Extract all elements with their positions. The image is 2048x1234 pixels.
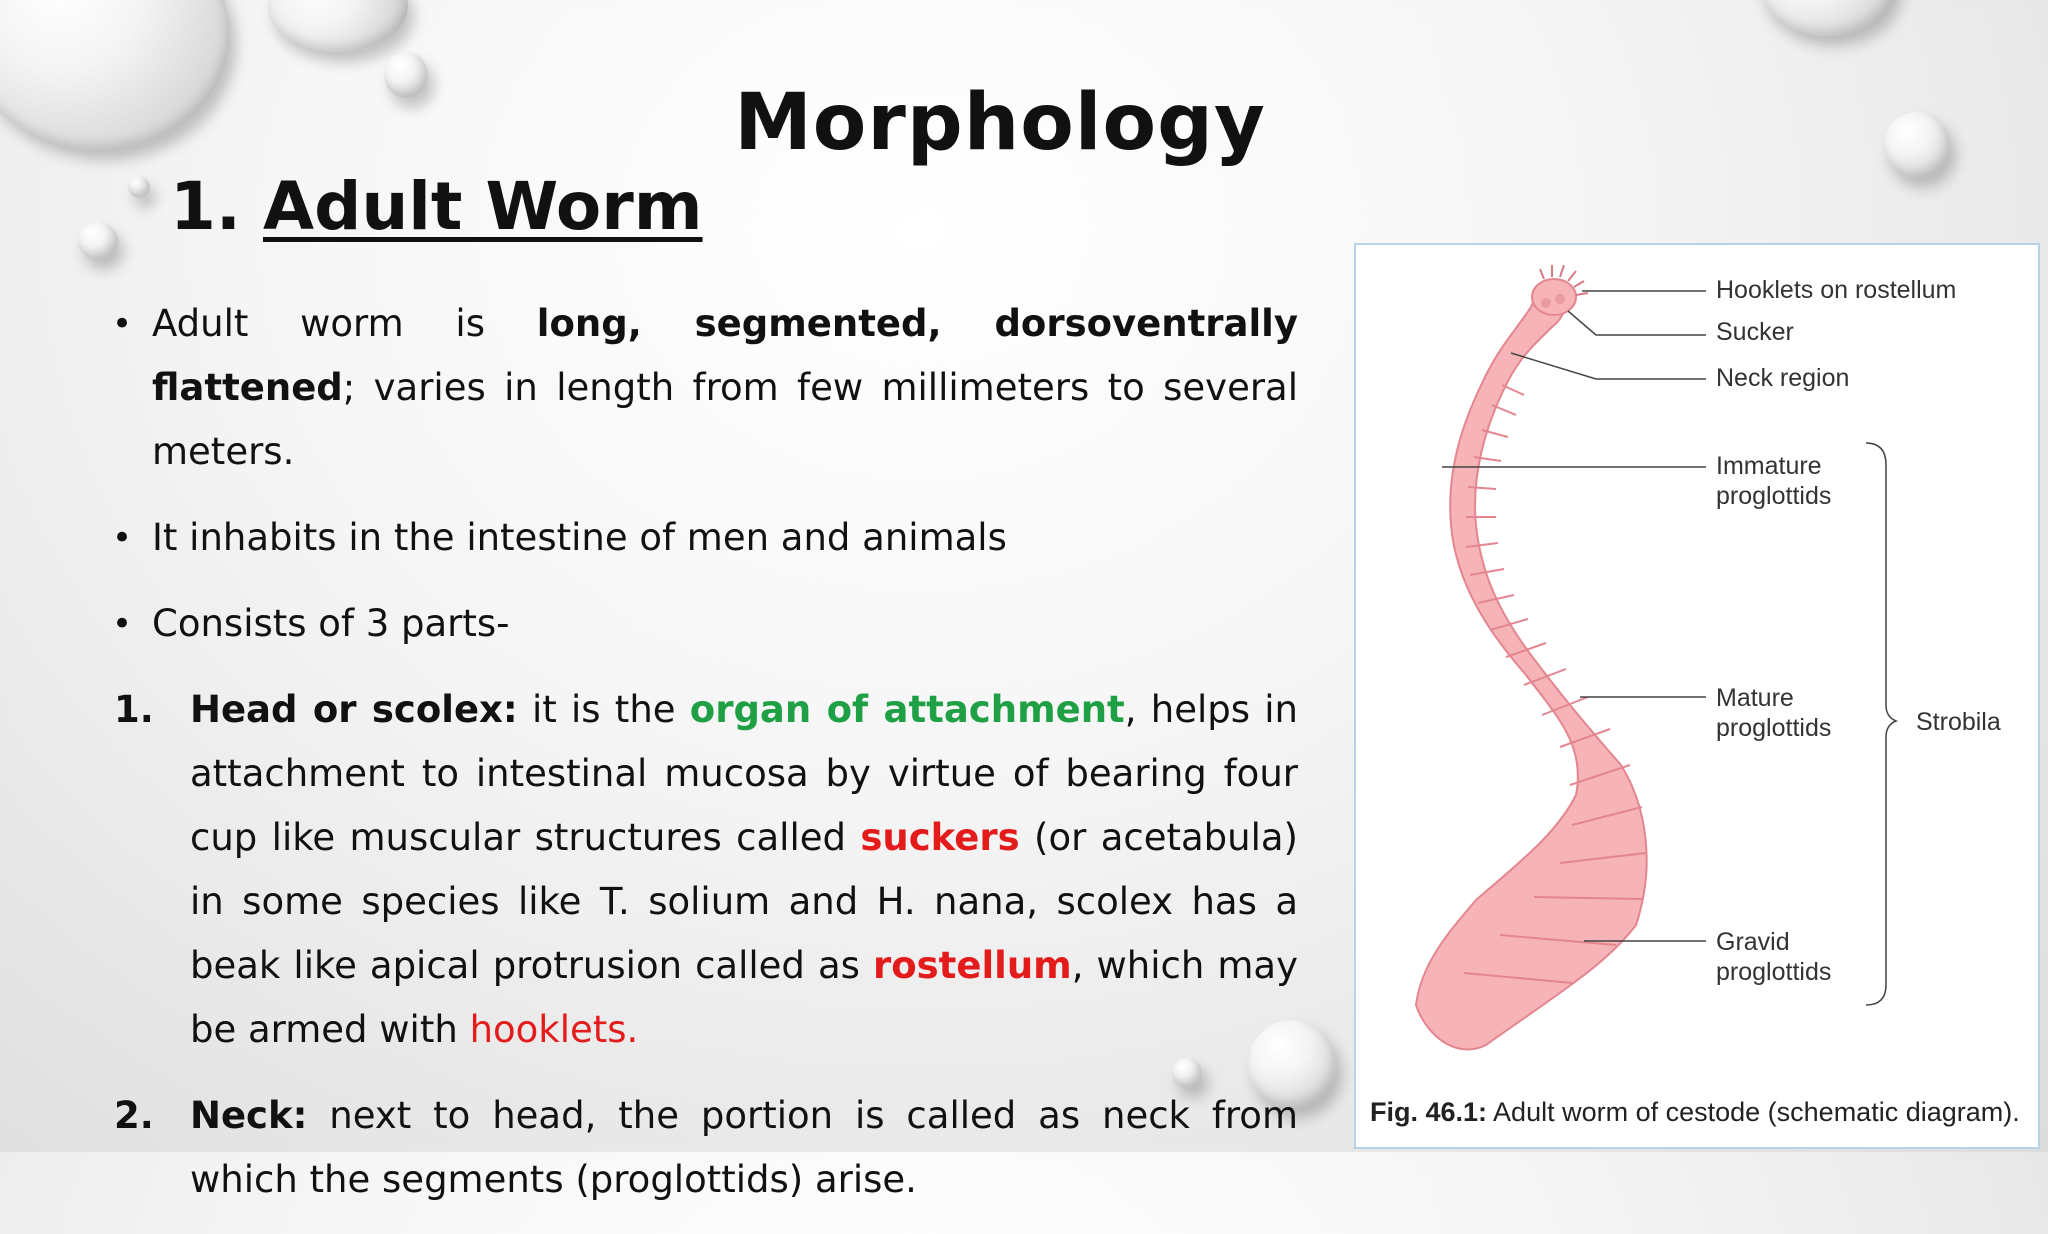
numbered-item-neck: 2. Neck: next to head, the portion is called as neck from which the segments (proglottids) arise.: [110, 1084, 1298, 1212]
water-drop-decoration: [128, 176, 150, 198]
label-mature-proglottids: Mature proglottids: [1716, 684, 1832, 742]
water-drop-decoration: [78, 222, 118, 260]
bullet-item: • Adult worm is long, segmented, dorsoventrally flattened; varies in length from few millimeters to several meters.: [110, 292, 1298, 484]
label-gravid-proglottids: Gravid proglottids: [1716, 928, 1832, 986]
water-drop-decoration: [268, 0, 408, 52]
sucker-shape: [1555, 294, 1565, 304]
figure-caption: Fig. 46.1: Adult worm of cestode (schematic diagram).: [1370, 1097, 2020, 1127]
highlight-hooklets: hooklets.: [469, 1008, 639, 1051]
bullet-item: • It inhabits in the intestine of men and animals: [110, 506, 1298, 570]
slide-title: Morphology: [734, 78, 1266, 168]
section-number: 1.: [170, 168, 241, 245]
label-neck-region: Neck region: [1716, 364, 1850, 392]
sucker-shape: [1541, 298, 1551, 308]
term-head-scolex: Head or scolex:: [190, 688, 518, 731]
slide-body: [110, 292, 1298, 1234]
figure-tapeworm-diagram: [1354, 243, 2040, 1149]
numbered-item-head: 1. Head or scolex: it is the organ of attachment, helps in attachment to intestinal mucosa by virtue of bearing four cup like muscular structures called suckers (or acetabula) in some species like T. solium and H. nana, scolex has a beak like apical protrusion called as rostellum, which may be armed with hooklets.: [110, 678, 1298, 1062]
tapeworm-illustration: [1356, 245, 2042, 1151]
bullet-item: • Consists of 3 parts-: [110, 592, 1298, 656]
scolex: [1532, 279, 1576, 315]
water-drop-decoration: [1760, 0, 1896, 36]
label-strobila: Strobila: [1916, 708, 2001, 736]
label-hooklets: Hooklets on rostellum: [1716, 276, 1957, 304]
section-heading: [170, 168, 703, 245]
term-neck: Neck:: [190, 1094, 308, 1137]
highlight-suckers: suckers: [860, 816, 1020, 859]
label-sucker: Sucker: [1716, 318, 1794, 346]
section-heading-text: Adult Worm: [263, 168, 703, 245]
item-number: 1.: [114, 688, 154, 731]
item-number: 2.: [114, 1094, 154, 1137]
highlight-rostellum: rostellum: [872, 944, 1072, 987]
highlight-organ-of-attachment: organ of attachment: [689, 688, 1125, 731]
label-immature-proglottids: Immature proglottids: [1716, 452, 1832, 510]
worm-body: [1416, 287, 1647, 1050]
